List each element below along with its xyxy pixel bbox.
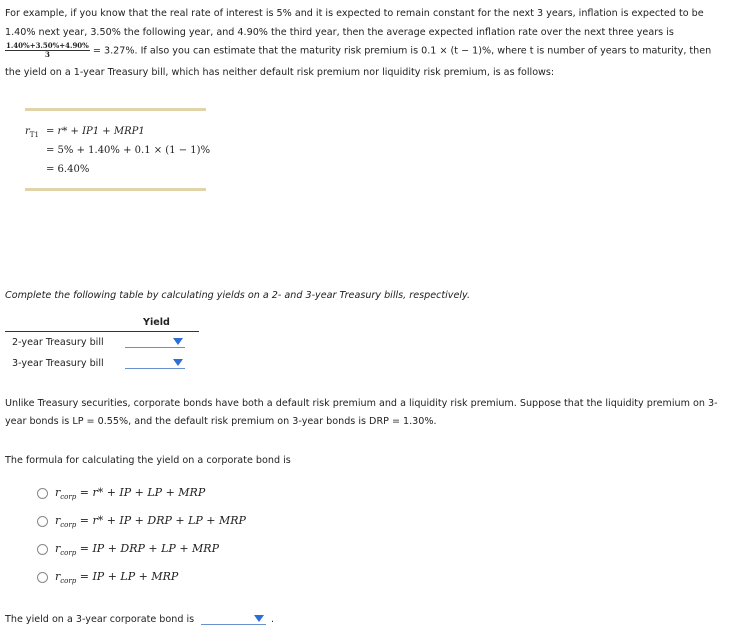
intro-line-4: the yield on a 1-year Treasury bill, which has neither default risk premium nor liquidity risk premium, is as follows: xyxy=(5,67,555,78)
chevron-down-icon xyxy=(173,359,183,366)
corporate-line-1: Unlike Treasury securities, corporate bonds have both a default risk premium and a liquidity risk premium. Suppose that the liquidity premium on 3- xyxy=(5,398,718,409)
option-2-formula[interactable]: $r_{corp} = r*$ + IP + DRP + LP + MRP xyxy=(55,514,246,530)
inflation-fraction xyxy=(5,42,90,59)
formula-question-prompt: The formula for calculating the yield on a corporate bond is xyxy=(5,455,291,466)
table-row-label-3yr: 3-year Treasury bill xyxy=(12,358,104,369)
corporate-line-2: year bonds is LP = 0.55%, and the default risk premium on 3-year bonds is DRP = 1.30%. xyxy=(5,416,437,427)
radio-option-3[interactable] xyxy=(37,544,48,555)
option-4-formula[interactable]: $r_{corp}$ = IP + LP + MRP xyxy=(55,570,179,586)
chevron-down-icon xyxy=(254,615,264,622)
option-3-formula[interactable]: $r_{corp}$ = IP + DRP + LP + MRP xyxy=(55,542,219,558)
option-1-formula[interactable]: $r_{corp} = r*$ + IP + LP + MRP xyxy=(55,486,206,502)
radio-option-2[interactable] xyxy=(37,516,48,527)
chevron-down-icon xyxy=(173,338,183,345)
formula-lhs: $r_{T1}$ xyxy=(25,126,39,139)
formula-row-1: = r* + IP1 + MRP1 xyxy=(46,126,145,137)
table-header-divider xyxy=(5,331,199,332)
formula-row-2: = 5% + 1.40% + 0.1 × (1 − 1)% xyxy=(46,145,211,156)
table-instruction: Complete the following table by calculating yields on a 2- and 3-year Treasury bills, respectively. xyxy=(5,290,471,301)
intro-line-3 xyxy=(5,42,711,59)
yield-3yr-dropdown[interactable] xyxy=(125,357,185,369)
fraction-denominator: 3 xyxy=(44,50,50,59)
final-period: . xyxy=(271,614,275,625)
formula-bottom-rule xyxy=(25,188,206,191)
radio-option-4[interactable] xyxy=(37,572,48,583)
corporate-yield-dropdown[interactable] xyxy=(201,613,266,625)
intro-line-1: For example, if you know that the real rate of interest is 5% and it is expected to remain constant for the next 3 years, inflation is expected to be xyxy=(5,8,704,19)
final-question-text: The yield on a 3-year corporate bond is xyxy=(5,614,195,625)
yield-column-header: Yield xyxy=(143,317,170,328)
formula-top-rule xyxy=(25,108,206,111)
yield-2yr-dropdown[interactable] xyxy=(125,336,185,348)
intro-line-3-text: = 3.27%. If also you can estimate that the maturity risk premium is 0.1 × (t − 1)%, where t is number of years to maturity, then xyxy=(92,45,712,57)
table-row-label-2yr: 2-year Treasury bill xyxy=(12,337,104,348)
intro-line-2: 1.40% next year, 3.50% the following year, and 4.90% the third year, then the average expected inflation rate over the next three years is xyxy=(5,27,674,38)
formula-lhs-sub: T1 xyxy=(29,131,39,139)
formula-row-3: = 6.40% xyxy=(46,164,90,175)
radio-option-1[interactable] xyxy=(37,488,48,499)
fraction-numerator: 1.40%+3.50%+4.90% xyxy=(6,41,89,50)
